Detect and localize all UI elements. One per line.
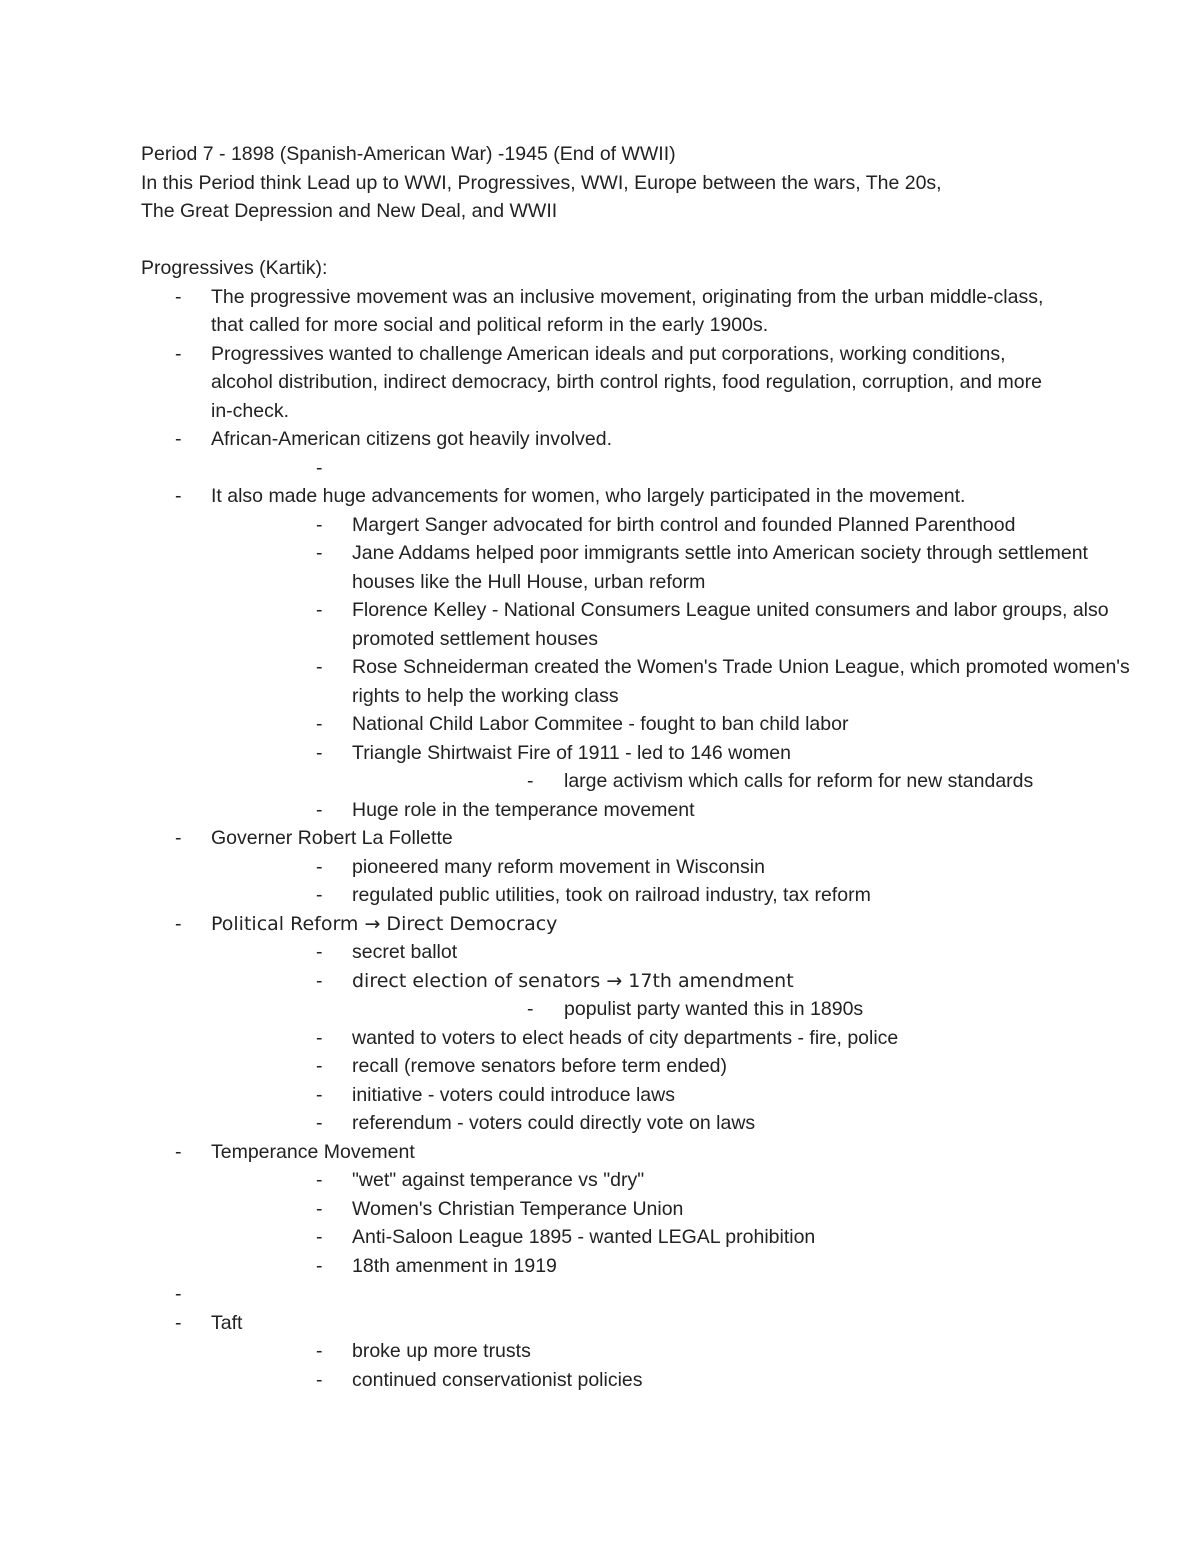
bullet-dash: - — [175, 342, 182, 365]
bullet-dash: - — [316, 941, 323, 963]
list-item-text: large activism which calls for reform for new standards — [564, 770, 1034, 792]
list-item-text: referendum - voters could directly vote on laws — [352, 1112, 756, 1134]
list-item — [211, 511, 1081, 540]
bullet-dash: - — [316, 855, 323, 878]
list-item — [211, 938, 1081, 967]
list-item-text: National Child Labor Commitee - fought to ban child labor — [352, 713, 849, 735]
list-item — [211, 1366, 1081, 1395]
list-item — [211, 1252, 1081, 1281]
bullet-dash: - — [316, 1026, 323, 1049]
bullet-dash: - — [527, 770, 534, 792]
list-item — [211, 796, 1081, 825]
bullet-dash: - — [316, 1340, 323, 1362]
list-item — [211, 1081, 1081, 1110]
bullet-dash: - — [175, 1283, 182, 1305]
bullet-dash: - — [175, 285, 182, 308]
empty-item-text — [211, 1280, 1051, 1309]
list-item-text: populist party wanted this in 1890s — [564, 998, 864, 1020]
list-item-text: recall (remove senators before term ended) — [352, 1055, 728, 1077]
list-item — [141, 910, 1081, 1138]
empty-list-item — [141, 1280, 1081, 1309]
list-item — [211, 596, 1109, 653]
list-item-text: wanted to voters to elect heads of city departments - fire, police — [352, 1026, 899, 1049]
bullet-dash: - — [316, 542, 323, 564]
sub-list — [211, 454, 1081, 483]
list-item-text: 18th amenment in 1919 — [352, 1254, 557, 1277]
bullet-dash: - — [316, 1368, 323, 1391]
bullet-dash: - — [316, 798, 323, 821]
taft-sub-list — [211, 1337, 1081, 1394]
list-item — [211, 739, 1081, 796]
list-item-text: Women's Christian Temperance Union — [352, 1197, 684, 1220]
list-item — [211, 1024, 1081, 1053]
list-item-text: direct election of senators → 17th amendment — [352, 969, 794, 992]
list-item — [211, 710, 1081, 739]
list-item — [211, 853, 1081, 882]
bullet-dash: - — [316, 1112, 323, 1134]
list-item-text: The progressive movement was an inclusive movement, originating from the urban middle-class, that called for more social and political reform in the early 1900s. — [211, 285, 1044, 336]
list-item — [141, 283, 1081, 340]
list-item — [141, 425, 1081, 482]
list-item — [211, 1337, 1081, 1366]
document-page — [141, 140, 1130, 1394]
list-item — [141, 824, 1081, 910]
temperance-sub-list — [211, 1166, 1081, 1280]
list-item-text: secret ballot — [352, 941, 458, 963]
list-item-text: Governer Robert La Follette — [211, 827, 453, 849]
list-item-text: Taft — [211, 1311, 243, 1334]
list-item — [211, 1195, 1081, 1224]
empty-list-item — [211, 454, 1081, 483]
list-item-text: initiative - voters could introduce laws — [352, 1083, 675, 1106]
list-item-text: Margert Sanger advocated for birth control and founded Planned Parenthood — [352, 513, 1016, 536]
list-item-text: Temperance Movement — [211, 1140, 415, 1163]
bullet-dash: - — [316, 1226, 323, 1248]
bullet-dash: - — [316, 1254, 323, 1277]
bullet-dash: - — [527, 998, 534, 1020]
list-item-text: continued conservationist policies — [352, 1368, 643, 1391]
bullet-dash: - — [175, 827, 182, 849]
document-title: Period 7 - 1898 (Spanish-American War) -1945 (End of WWII) — [141, 143, 676, 165]
sub-sub-list — [352, 767, 1081, 796]
bullet-dash: - — [316, 713, 323, 735]
list-item — [141, 482, 1130, 824]
bullet-dash: - — [316, 1197, 323, 1220]
main-list — [141, 283, 1130, 1395]
list-item-text: Triangle Shirtwaist Fire of 1911 - led to 146 women — [352, 741, 791, 764]
empty-item-text — [352, 454, 1132, 483]
bullet-dash: - — [316, 1083, 323, 1106]
list-item-text: Rose Schneiderman created the Women's Trade Union League, which promoted women's rights to help the working class — [352, 656, 1130, 707]
list-item — [211, 1109, 1081, 1138]
bullet-dash: - — [316, 656, 323, 678]
list-item-text: Political Reform → Direct Democracy — [211, 912, 558, 935]
list-item — [211, 1223, 1081, 1252]
bullet-dash: - — [316, 741, 323, 764]
bullet-dash: - — [316, 1055, 323, 1077]
list-item — [211, 1166, 1081, 1195]
list-item-text: African-American citizens got heavily involved. — [211, 428, 613, 450]
list-item-text: It also made huge advancements for women, who largely participated in the movement. — [211, 485, 966, 507]
sub-sub-list — [352, 995, 1081, 1024]
list-item — [211, 1052, 1081, 1081]
bullet-dash: - — [316, 884, 323, 906]
bullet-dash: - — [175, 1311, 182, 1334]
list-item — [141, 1138, 1081, 1281]
intro-line-2: The Great Depression and New Deal, and WWII — [141, 200, 558, 222]
section-heading: Progressives (Kartik): — [141, 257, 328, 279]
list-item — [141, 340, 1081, 426]
list-item-text: Anti-Saloon League 1895 - wanted LEGAL prohibition — [352, 1226, 816, 1248]
bullet-dash: - — [175, 428, 182, 450]
intro-line-1: In this Period think Lead up to WWI, Progressives, WWI, Europe between the wars, The 20s, — [141, 171, 942, 194]
list-item — [352, 995, 1081, 1024]
list-item — [211, 881, 1081, 910]
list-item-text: Jane Addams helped poor immigrants settle into American society through settlement houses like the Hull House, urban reform — [352, 542, 1088, 593]
political-sub-list — [211, 938, 1081, 1138]
list-item — [211, 653, 1130, 710]
list-item-text: broke up more trusts — [352, 1340, 531, 1362]
list-item-text: Huge role in the temperance movement — [352, 798, 695, 821]
bullet-dash: - — [316, 1169, 323, 1191]
list-item — [211, 967, 1081, 1024]
list-item — [352, 767, 1081, 796]
bullet-dash: - — [316, 969, 323, 992]
blank-line — [141, 226, 1081, 255]
women-sub-list — [211, 511, 1130, 825]
list-item-text: regulated public utilities, took on railroad industry, tax reform — [352, 884, 871, 906]
list-item — [211, 539, 1088, 596]
list-item-text: pioneered many reform movement in Wisconsin — [352, 855, 765, 878]
bullet-dash: - — [175, 485, 182, 507]
list-item-text: Florence Kelley - National Consumers League united consumers and labor groups, also promoted settlement houses — [352, 599, 1109, 650]
list-item — [141, 1309, 1081, 1395]
follette-sub-list — [211, 853, 1081, 910]
list-item-text: Progressives wanted to challenge American ideals and put corporations, working conditions, alcohol distribution, indirect democracy, birth control rights, food regulation, corruption, and more in-check. — [211, 342, 1042, 422]
bullet-dash: - — [316, 599, 323, 621]
bullet-dash: - — [175, 912, 182, 935]
bullet-dash: - — [316, 456, 323, 479]
bullet-dash: - — [175, 1140, 182, 1163]
list-item-text: "wet" against temperance vs "dry" — [352, 1169, 645, 1191]
bullet-dash: - — [316, 513, 323, 536]
